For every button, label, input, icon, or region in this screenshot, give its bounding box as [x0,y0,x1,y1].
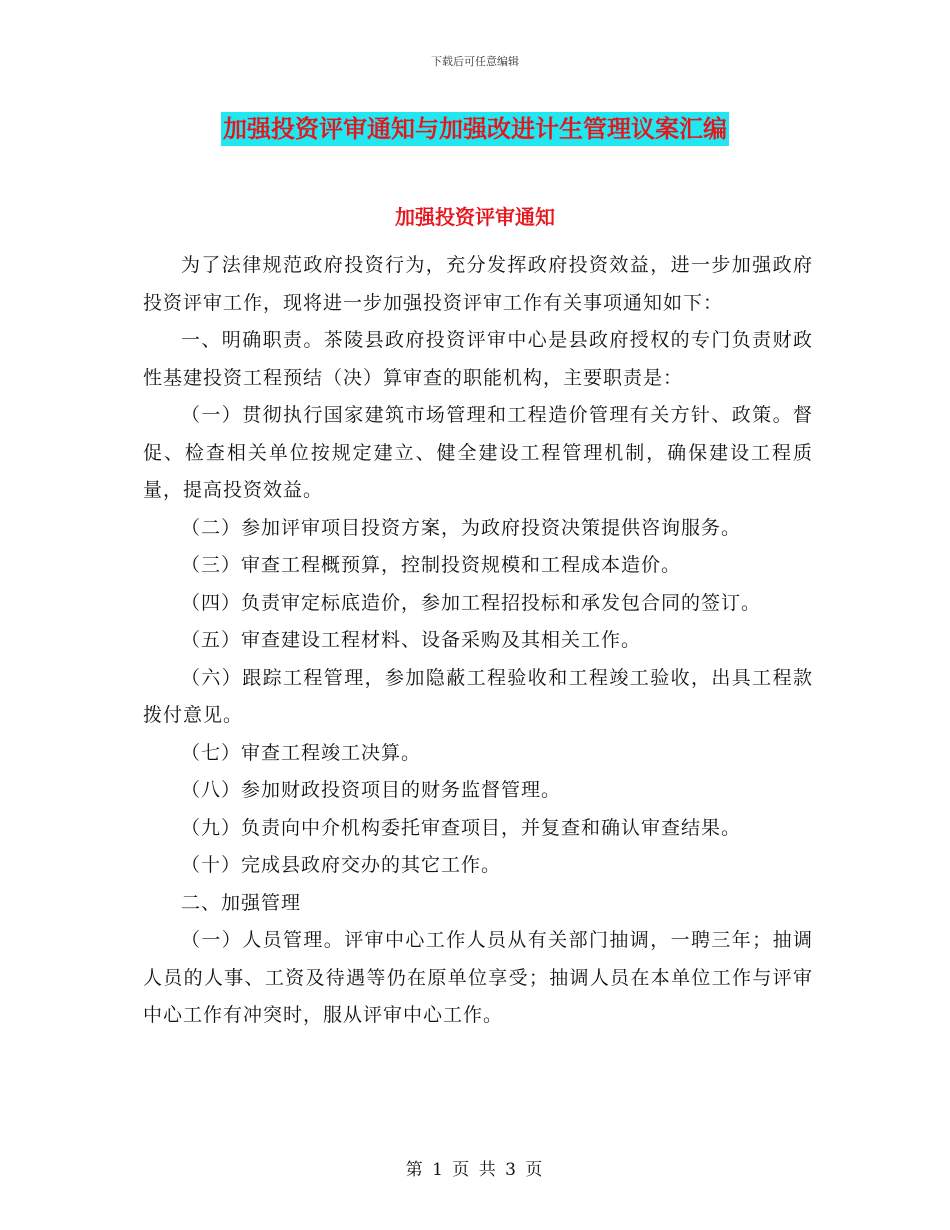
paragraph: （九）负责向中介机构委托审查项目，并复查和确认审查结果。 [181,816,742,839]
page-header-note: 下载后可任意编辑 [431,55,519,68]
paragraph: （一）人员管理。评审中心工作人员从有关部门抽调，一聘三年；抽调人员的人事、工资及待遇等仍在原单位享受；抽调人员在本单位工作与评审中心工作有冲突时，服从评审中心工作。 [143,929,813,1026]
paragraph: （十）完成县政府交办的其它工作。 [181,854,502,876]
document-body [143,247,813,1035]
paragraph: （七）审查工程竣工决算。 [181,741,422,764]
document-title [0,112,950,146]
document-title-text: 加强投资评审通知与加强改进计生管理议案汇编 [221,112,729,146]
paragraph: （六）跟踪工程管理，参加隐蔽工程验收和工程竣工验收，出具工程款拨付意见。 [143,666,813,726]
paragraph: （五）审查建设工程材料、设备采购及其相关工作。 [181,629,642,651]
paragraph: 一、明确职责。茶陵县政府投资评审中心是县政府授权的专门负责财政性基建投资工程预结（决）算审查的职能机构，主要职责是： [143,329,813,389]
page-number: 第 1 页 共 3 页 [405,1160,545,1180]
paragraph: （二）参加评审项目投资方案，为政府投资决策提供咨询服务。 [181,516,742,539]
paragraph: （一）贯彻执行国家建筑市场管理和工程造价管理有关方针、政策。督促、检查相关单位按规定建立、健全建设工程管理机制，确保建设工程质量，提高投资效益。 [143,404,813,501]
section-title: 加强投资评审通知 [395,205,555,229]
paragraph: 为了法律规范政府投资行为，充分发挥政府投资效益，进一步加强政府投资评审工作，现将进一步加强投资评审工作有关事项通知如下： [143,254,813,314]
paragraph: （八）参加财政投资项目的财务监督管理。 [181,779,562,801]
paragraph: （四）负责审定标底造价，参加工程招投标和承发包合同的签订。 [181,591,762,614]
paragraph: （三）审查工程概预算，控制投资规模和工程成本造价。 [181,554,682,576]
paragraph: 二、加强管理 [181,891,302,914]
